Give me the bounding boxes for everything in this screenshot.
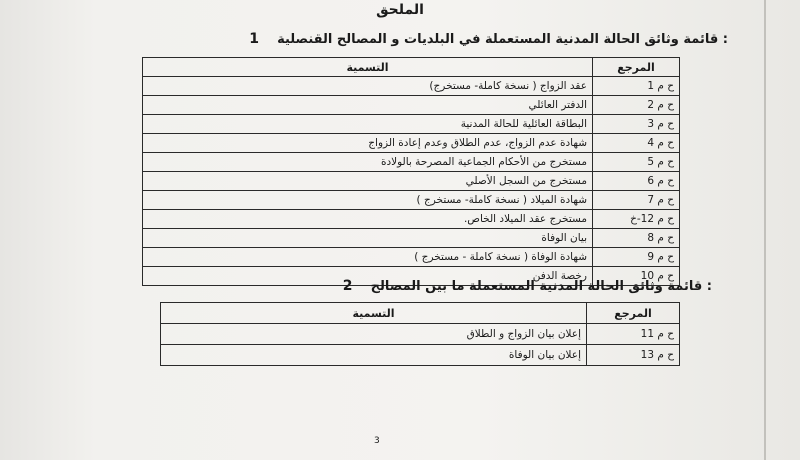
row-name-cell: شهادة الميلاد ( نسخة كاملة- مستخرج )	[143, 191, 593, 210]
row-name-cell: رخصة الدفن	[143, 267, 593, 286]
row-name-cell: عقد الزواج ( نسخة كاملة- مستخرج)	[143, 77, 593, 96]
section-1-heading	[249, 31, 728, 47]
section-2-number: 2	[342, 278, 353, 294]
table-row	[161, 324, 680, 345]
column-header-ref: المرجع	[593, 58, 680, 77]
table-row	[143, 172, 680, 191]
row-ref-cell: ح م 3	[593, 115, 680, 134]
column-header-name: التسمية	[143, 58, 593, 77]
row-ref-cell: ح م 12-خ	[593, 210, 680, 229]
table-row	[143, 210, 680, 229]
row-name-cell: مستخرج عقد الميلاد الخاص.	[143, 210, 593, 229]
page-number: 3	[374, 436, 380, 446]
table-row	[143, 248, 680, 267]
row-ref-cell: ح م 7	[593, 191, 680, 210]
civil-documents-table-body	[143, 77, 680, 286]
row-ref-cell: ح م 2	[593, 96, 680, 115]
section-1-heading-text: : قائمة وثائق الحالة المدنية المستعملة في البلديات و المصالح القنصلية	[277, 32, 728, 47]
row-name-cell: مستخرج من الأحكام الجماعية المصرحة بالولادة	[143, 153, 593, 172]
row-ref-cell: ح م 9	[593, 248, 680, 267]
section-2-heading	[343, 278, 712, 294]
page-title: الملحق	[376, 2, 424, 18]
table-row	[143, 96, 680, 115]
inter-service-documents-table	[160, 302, 680, 366]
row-ref-cell: ح م 4	[593, 134, 680, 153]
row-ref-cell: ح م 8	[593, 229, 680, 248]
row-ref-cell: ح م 5	[593, 153, 680, 172]
table-row	[143, 77, 680, 96]
row-name-cell: إعلان بيان الزواج و الطلاق	[161, 324, 587, 345]
row-name-cell: الدفتر العائلي	[143, 96, 593, 115]
row-ref-cell: ح م 1	[593, 77, 680, 96]
table-row	[143, 115, 680, 134]
inter-service-documents-table-body	[161, 324, 680, 366]
section-1-number: 1	[249, 31, 259, 47]
row-ref-cell: ح م 13	[587, 345, 680, 366]
row-name-cell: مستخرج من السجل الأصلي	[143, 172, 593, 191]
row-name-cell: شهادة الوفاة ( نسخة كاملة - مستخرج )	[143, 248, 593, 267]
section-2-heading-text: : قائمة وثائق الحالة المدنية المستعملة ما بين المصالح	[370, 279, 712, 294]
row-name-cell: شهادة عدم الزواج، عدم الطلاق وعدم إعادة الزواج	[143, 134, 593, 153]
table-header-row	[143, 58, 680, 77]
table-row	[143, 153, 680, 172]
row-ref-cell: ح م 6	[593, 172, 680, 191]
column-header-ref: المرجع	[587, 303, 680, 324]
row-name-cell: إعلان بيان الوفاة	[161, 345, 587, 366]
table-header-row	[161, 303, 680, 324]
row-ref-cell: ح م 10	[593, 267, 680, 286]
table-row	[143, 134, 680, 153]
page-edge-shadow	[764, 0, 766, 460]
row-name-cell: البطاقة العائلية للحالة المدنية	[143, 115, 593, 134]
table-row	[143, 229, 680, 248]
table-row	[143, 191, 680, 210]
table-row	[161, 345, 680, 366]
civil-documents-table	[142, 57, 680, 286]
row-ref-cell: ح م 11	[587, 324, 680, 345]
column-header-name: التسمية	[161, 303, 587, 324]
row-name-cell: بيان الوفاة	[143, 229, 593, 248]
